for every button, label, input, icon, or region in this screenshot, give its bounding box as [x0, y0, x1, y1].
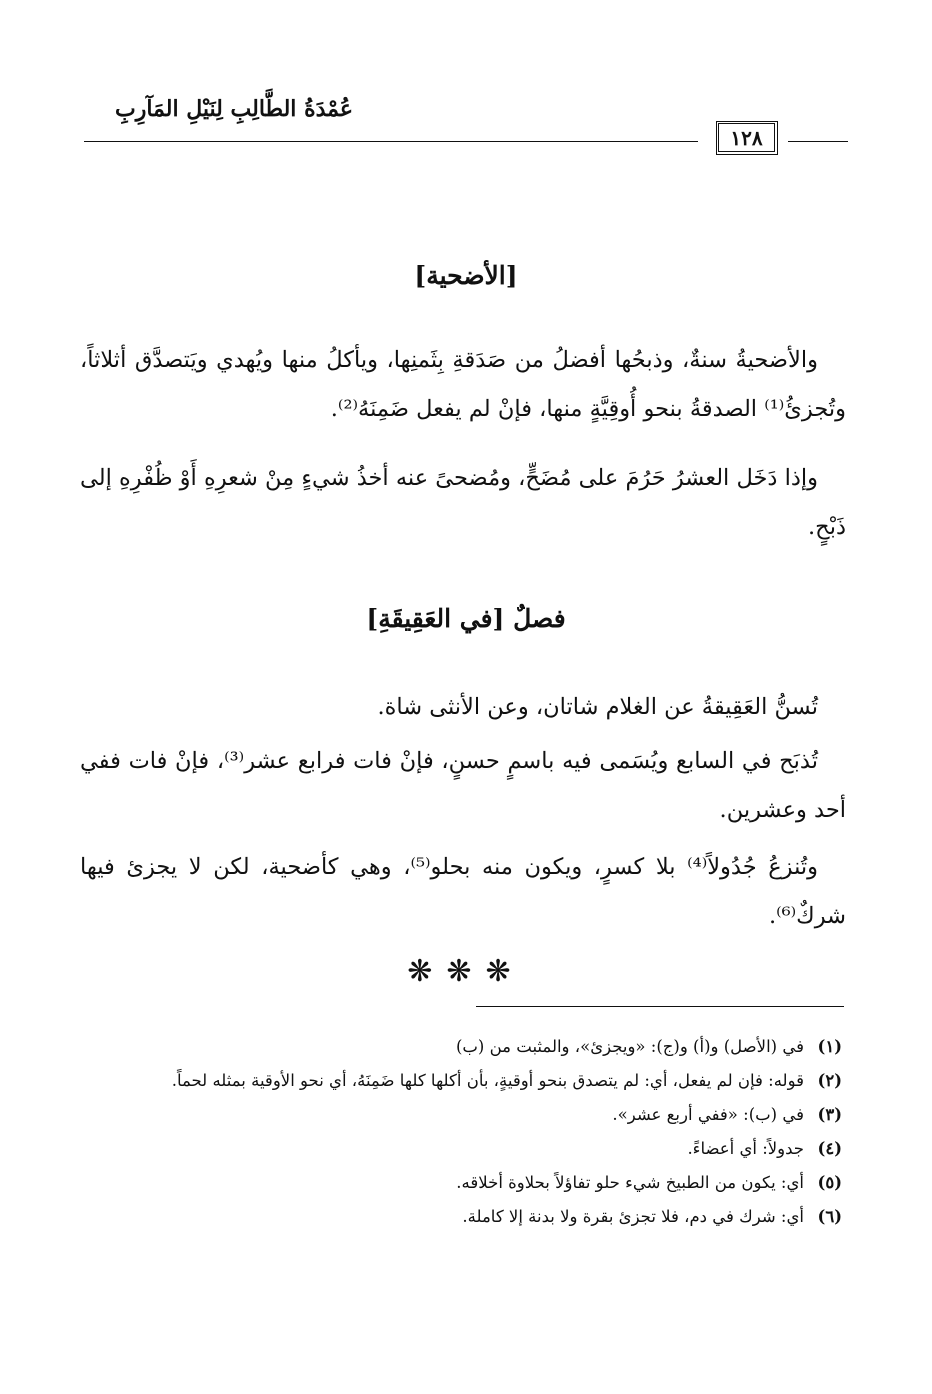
paragraph: تُذبَح في السابع ويُسَمى فيه باسمٍ حسنٍ، فإنْ فات فرابع عشر⁽³⁾، فإنْ فات ففي أحد وعشرين.	[80, 748, 846, 823]
footnote	[70, 1098, 842, 1132]
footnote	[70, 1166, 842, 1200]
header-rule-left	[84, 141, 698, 142]
footnote-number: (١)	[817, 1037, 842, 1056]
section-heading-aqiqa: فصلٌ [في العَقِيقَةِ]	[366, 604, 566, 633]
paragraph: وإذا دَخَل العشرُ حَرُمَ على مُضَحٍّ، ومُضحىً عنه أخذُ شيءٍ مِنْ شعرِهِ أَوْ ظُفْرِهِ إلى ذَبْحٍ.	[80, 465, 846, 540]
footnote-text: جدولاً: أي أعضاءً.	[687, 1139, 804, 1158]
footnotes	[70, 1030, 842, 1234]
asterism-ornament-icon: ❋❋❋	[407, 954, 525, 989]
footnote-number: (٥)	[817, 1173, 842, 1192]
footnote-text: في (ب): «ففي أربع عشر».	[612, 1105, 804, 1124]
paragraph: وتُنزعُ جُدُولاً⁽⁴⁾ بلا كسرٍ، ويكون منه بحلو⁽⁵⁾، وهي كأضحية، لكن لا يجزئ فيها شركٌ⁽⁶⁾.	[80, 854, 846, 929]
footnote-number: (٣)	[817, 1105, 842, 1124]
footnote	[70, 1132, 842, 1166]
footnote-separator	[476, 1006, 844, 1007]
footnote-text: أي: يكون من الطبيخ شيء حلو تفاؤلاً بحلاوة أخلاقه.	[456, 1173, 804, 1192]
footnote-text: أي: شرك في دم، فلا تجزئ بقرة ولا بدنة إلا كاملة.	[462, 1207, 804, 1226]
footnote	[70, 1064, 842, 1098]
footnote	[70, 1030, 842, 1064]
paragraph: والأضحيةُ سنةٌ، وذبحُها أفضلُ من صَدَقةِ بِثَمنِها، ويأكلُ منها ويُهدي ويَتصدَّق أثلاثاً، وتُجزئُ⁽¹⁾ الصدقةُ بنحو أُوقِيَّةٍ منها، فإنْ لم يفعل ضَمِنَهُ⁽²⁾.	[80, 347, 846, 422]
running-title: عُمْدَةُ الطَّالِبِ لِنَيْلِ المَآرِبِ	[115, 96, 353, 122]
section-heading-udhiya: [الأضحية]	[414, 261, 518, 290]
footnote-text: في (الأصل) و(أ) و(ج): «ويجزئ»، والمثبت من (ب)	[455, 1037, 804, 1056]
footnote	[70, 1200, 842, 1234]
page-number: ١٢٨	[716, 121, 778, 155]
footnote-number: (٢)	[817, 1071, 842, 1090]
footnote-number: (٦)	[817, 1207, 842, 1226]
paragraph: تُسنُّ العَقِيقةُ عن الغلام شاتان، وعن الأنثى شاة.	[377, 694, 818, 720]
footnote-number: (٤)	[817, 1139, 842, 1158]
header-rule-right	[788, 141, 848, 142]
footnote-text: قوله: فإن لم يفعل، أي: لم يتصدق بنحو أوقيةٍ، بأن أكلها كلها ضَمِنَهُ، أي نحو الأوقية بمثله لحماً.	[171, 1071, 804, 1090]
